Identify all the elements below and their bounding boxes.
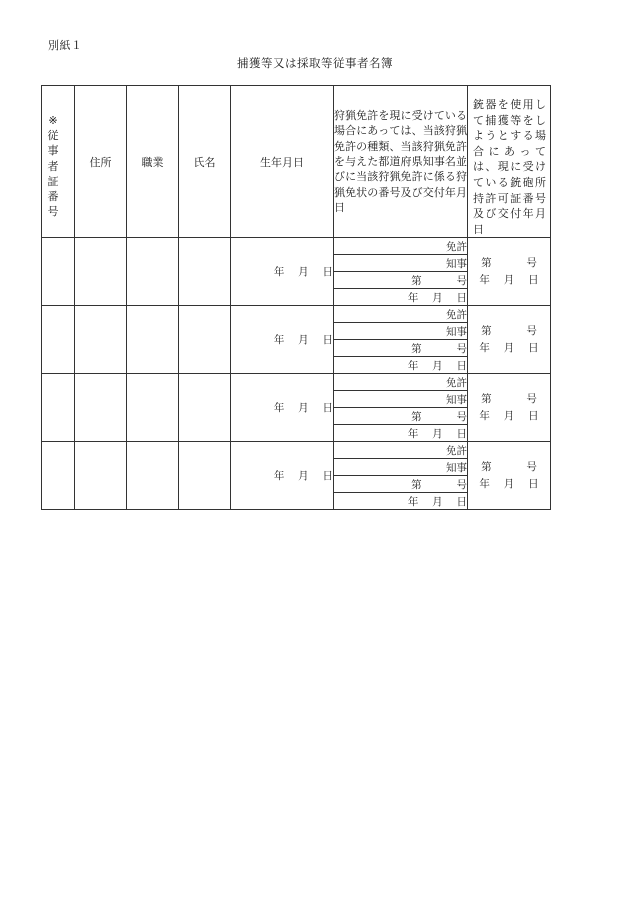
cell-number[interactable] (42, 306, 75, 374)
cell-occupation[interactable] (127, 442, 179, 510)
header-number-char: 従 (47, 129, 59, 143)
cell-birthdate[interactable]: 年 月 日 (231, 306, 334, 374)
cell-birthdate[interactable]: 年 月 日 (231, 374, 334, 442)
cell-number[interactable] (42, 374, 75, 442)
header-number-char: 者 (47, 159, 59, 173)
cell-gun-permit[interactable] (468, 306, 551, 374)
header-address: 住所 (75, 86, 127, 238)
header-hunting-license: 狩猟免許を現に受けている場合にあっては、当該狩猟免許の種類、当該狩猟免許を与えた都道府県知事名並びに当該狩猟免許に係る狩猟免状の番号及び交付年月日 (334, 86, 468, 238)
cell-birthdate[interactable]: 年 月 日 (231, 238, 334, 306)
table-row (42, 442, 551, 459)
cell-license-date[interactable]: 年 月 日 (334, 289, 468, 306)
cell-gun-permit[interactable] (468, 238, 551, 306)
cell-birthdate[interactable]: 年 月 日 (231, 442, 334, 510)
cell-license-number[interactable]: 第 号 (334, 340, 468, 357)
gun-permit-number: 第 号 (481, 324, 537, 337)
appendix-label: 別紙１ (48, 39, 83, 52)
cell-address[interactable] (75, 442, 127, 510)
cell-license-type[interactable]: 免許 (334, 442, 468, 459)
cell-name[interactable] (179, 238, 231, 306)
header-row (42, 86, 551, 238)
header-number-vertical (42, 104, 64, 219)
cell-governor[interactable]: 知事 (334, 255, 468, 272)
cell-address[interactable] (75, 306, 127, 374)
header-number-char: 号 (47, 205, 59, 219)
cell-license-type[interactable]: 免許 (334, 306, 468, 323)
header-number-char: 事 (47, 144, 59, 158)
gun-permit-date: 年 月 日 (479, 273, 539, 286)
header-name: 氏名 (179, 86, 231, 238)
cell-license-number[interactable]: 第 号 (334, 408, 468, 425)
register-table (41, 85, 551, 510)
cell-gun-permit[interactable] (468, 442, 551, 510)
cell-occupation[interactable] (127, 374, 179, 442)
cell-name[interactable] (179, 374, 231, 442)
header-number-char: 番 (47, 189, 59, 203)
header-occupation: 職業 (127, 86, 179, 238)
cell-address[interactable] (75, 238, 127, 306)
gun-permit-number: 第 号 (481, 460, 537, 473)
cell-license-number[interactable]: 第 号 (334, 272, 468, 289)
gun-permit-number: 第 号 (481, 392, 537, 405)
cell-governor[interactable]: 知事 (334, 323, 468, 340)
cell-number[interactable] (42, 442, 75, 510)
header-number-char: 証 (47, 174, 59, 188)
cell-address[interactable] (75, 374, 127, 442)
cell-license-date[interactable]: 年 月 日 (334, 425, 468, 442)
gun-permit-date: 年 月 日 (479, 477, 539, 490)
cell-governor[interactable]: 知事 (334, 391, 468, 408)
header-number-char: ※ (48, 113, 58, 127)
header-birthdate: 生年月日 (231, 86, 334, 238)
cell-governor[interactable]: 知事 (334, 459, 468, 476)
header-number (42, 86, 75, 238)
cell-gun-permit[interactable] (468, 374, 551, 442)
cell-occupation[interactable] (127, 238, 179, 306)
table-row (42, 238, 551, 255)
gun-permit-date: 年 月 日 (479, 341, 539, 354)
table-row (42, 374, 551, 391)
cell-number[interactable] (42, 238, 75, 306)
gun-permit-number: 第 号 (481, 256, 537, 269)
table-row (42, 306, 551, 323)
cell-license-date[interactable]: 年 月 日 (334, 357, 468, 374)
cell-occupation[interactable] (127, 306, 179, 374)
header-gun-permit: 銃器を使用して捕獲等をしようとする場合にあっては、現に受けている銃砲所持許可証番号及び交付年月日 (468, 86, 551, 238)
document-title: 捕獲等又は採取等従事者名簿 (237, 56, 393, 70)
gun-permit-date: 年 月 日 (479, 409, 539, 422)
cell-license-number[interactable]: 第 号 (334, 476, 468, 493)
cell-license-date[interactable]: 年 月 日 (334, 493, 468, 510)
cell-name[interactable] (179, 306, 231, 374)
cell-license-type[interactable]: 免許 (334, 374, 468, 391)
cell-license-type[interactable]: 免許 (334, 238, 468, 255)
register-body (42, 238, 551, 510)
cell-name[interactable] (179, 442, 231, 510)
